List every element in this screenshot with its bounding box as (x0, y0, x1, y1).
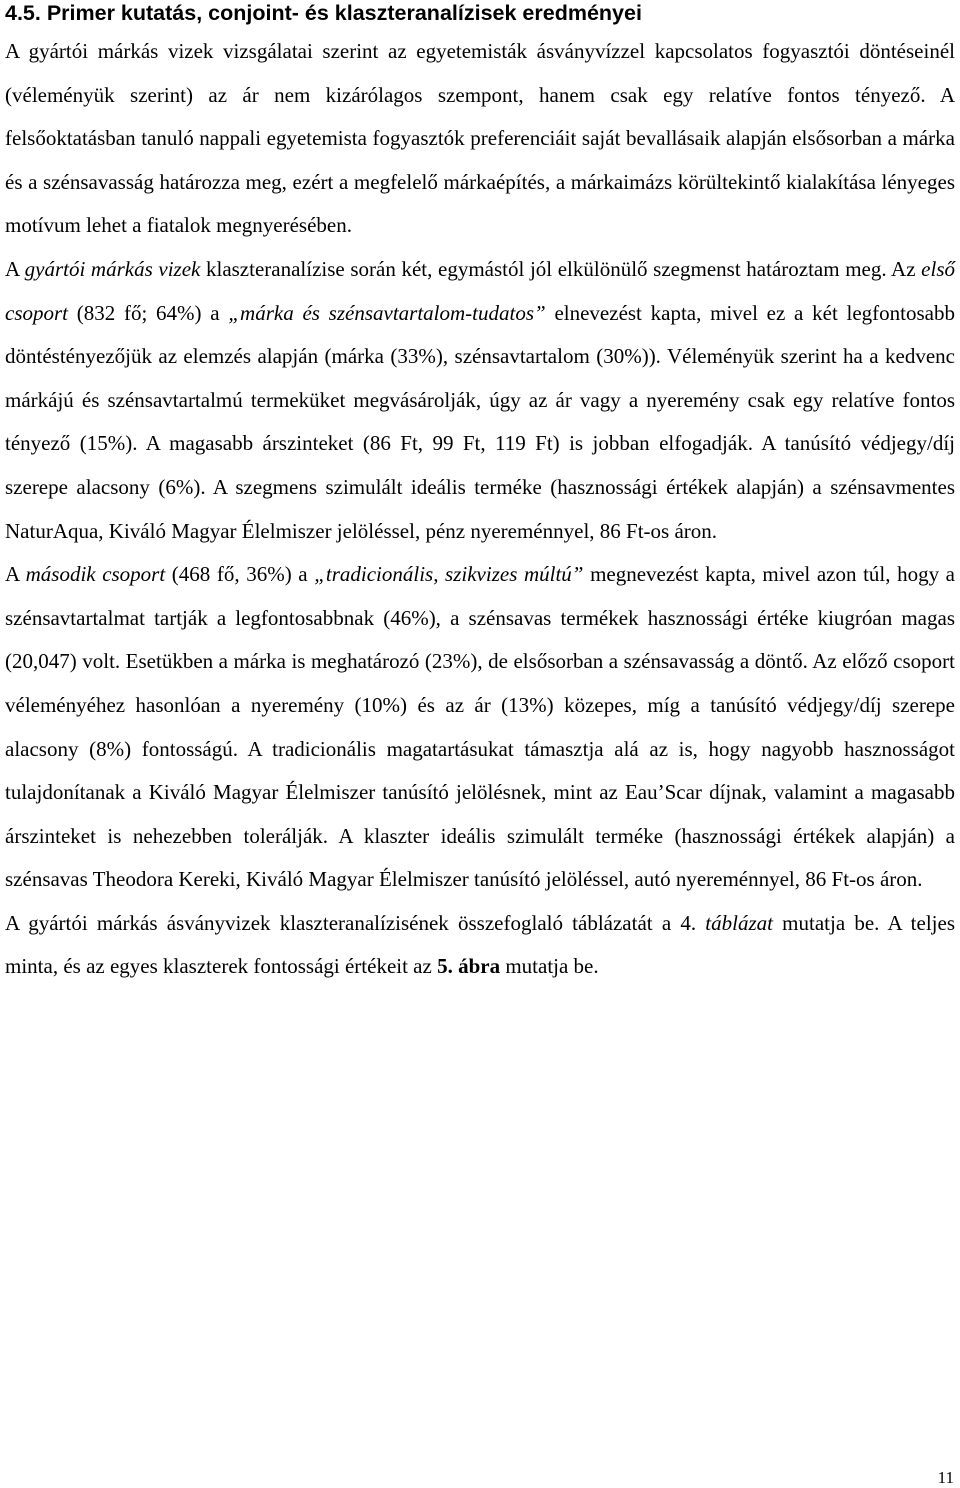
figure-reference: 5. ábra (437, 954, 501, 979)
paragraph-text: A (5, 562, 26, 587)
paragraph-text: A gyártói márkás ásványvizek klaszteranalízisének összefoglaló táblázatát a 4. (5, 910, 706, 935)
table-reference: táblázat (705, 910, 773, 935)
paragraph-text: A (5, 256, 25, 281)
paragraph-text: elnevezést kapta, mivel ez a két legfontosabb döntéstényezőjük az elemzés alapján (márka (33%), szénsavtartalom (30%)). Véleményük szerint ha a kedvenc márkájú és szénsavtartalmú termeküket megvásárolják, úgy az ár vagy a nyeremény csak egy relatíve fontos tényező (15%). A magasabb árszinteket (86 Ft, 99 Ft, 119 Ft) is jobban elfogadják. A tanúsító védjegy/díj szerepe alacsony (6%). A szegmens szimulált ideális terméke (hasznossági értékek alapján) a szénsavmentes NaturAqua, Kiváló Magyar Élelmiszer jelöléssel, pénz nyereménnyel, 86 Ft-os áron. (5, 300, 955, 543)
paragraph-summary-reference (5, 902, 955, 989)
paragraph-text: mutatja be. (500, 954, 599, 979)
paragraph-second-cluster (5, 553, 955, 902)
emphasis-text: „tradicionális, szikvizes múltú” (314, 562, 584, 587)
emphasis-text: második csoport (25, 562, 166, 587)
paragraph-text: (832 fő; 64%) a (68, 300, 229, 325)
body-text (5, 30, 955, 989)
section-heading: 4.5. Primer kutatás, conjoint- és klaszteranalízisek eredményei (5, 1, 642, 25)
paragraph-text: klaszteranalízise során két, egymástól jól elkülönülő szegmenst határoztam meg. Az (200, 256, 922, 281)
paragraph-text: megnevezést kapta, mivel azon túl, hogy a szénsavtartalmat tartják a legfontosabbnak (46%), a szénsavas termékek hasznossági értéke kiugróan magas (20,047) volt. Esetükben a márka is meghatározó (23%), de elsősorban a szénsavasság a döntő. Az előző csoport véleményéhez hasonlóan a nyeremény (10%) és az ár (13%) közepes, míg a tanúsító védjegy/díj szerepe alacsony (8%) fontosságú. A tradicionális magatartásukat támasztja alá az is, hogy nagyobb hasznosságot tulajdonítanak a Kiváló Magyar Élelmiszer tanúsító jelölésnek, mint az Eau’Scar díjnak, valamint a magasabb árszinteket is nehezebben tolerálják. A klaszter ideális szimulált terméke (hasznossági értékek alapján) a szénsavas Theodora Kereki, Kiváló Magyar Élelmiszer tanúsító jelöléssel, autó nyereménnyel, 86 Ft-os áron. (5, 562, 955, 892)
paragraph-text: mutatja be. A teljes minta, és az egyes klaszterek fontossági értékeit az (5, 910, 956, 979)
paragraph-text: (468 fő, 36%) a (165, 562, 315, 587)
emphasis-text: gyártói márkás vizek (24, 256, 201, 281)
page-number: 11 (937, 1468, 954, 1487)
paragraph-text: A gyártói márkás vizek vizsgálatai szerint az egyetemisták ásványvízzel kapcsolatos fogyasztói döntéseinél (véleményük szerint) az ár nem kizárólagos szempont, hanem csak egy relatíve fontos tényező. A felsőoktatásban tanuló nappali egyetemista fogyasztók preferenciáit saját bevallásaik alapján elsősorban a márka és a szénsavasság határozza meg, ezért a megfelelő márkaépítés, a márkaimázs körültekintő kialakítása lényeges motívum lehet a fiatalok megnyerésében. (5, 39, 955, 238)
emphasis-text: „márka és szénsavtartalom-tudatos” (228, 300, 546, 325)
paragraph-price-importance (5, 30, 955, 248)
emphasis-text: első csoport (5, 256, 955, 325)
paragraph-first-cluster (5, 248, 955, 553)
